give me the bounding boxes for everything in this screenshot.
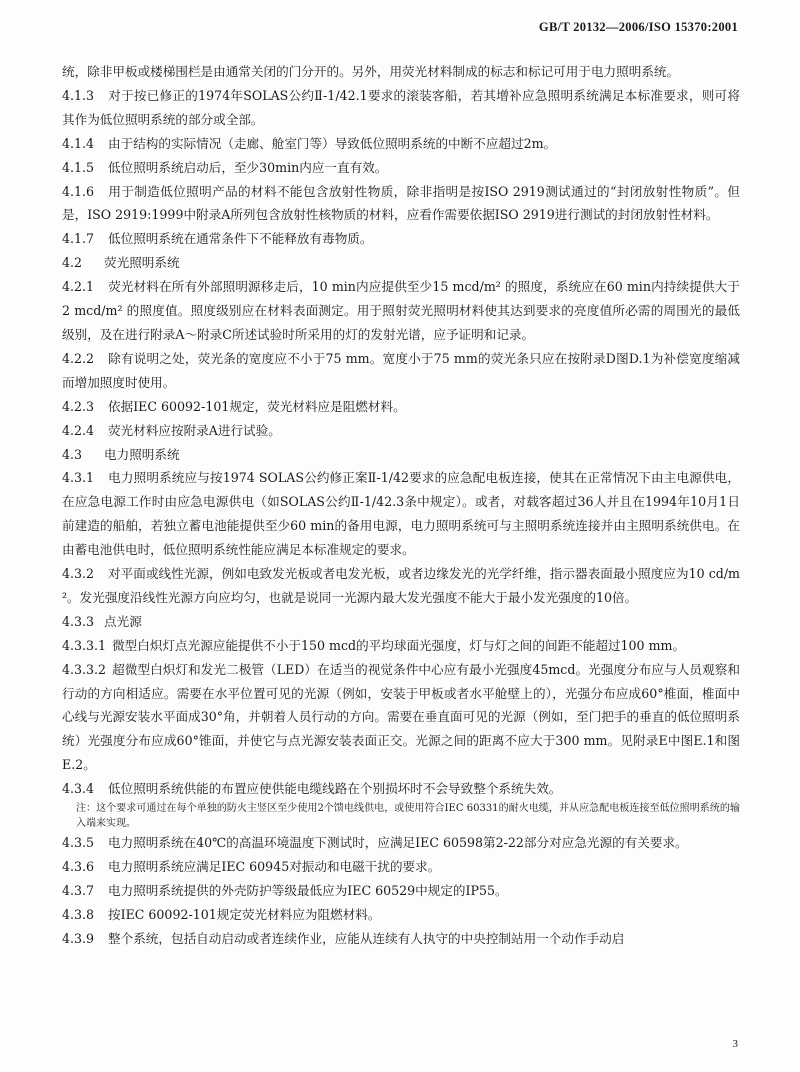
clause-number: 4.3.4 xyxy=(62,781,95,797)
clause-text: 整个系统，包括自动启动或者连续作业，应能从连续有人执守的中央控制站用一个动作手动启 xyxy=(108,930,625,946)
clause-text: 依据IEC 60092-101规定，荧光材料应是阻燃材料。 xyxy=(108,398,406,414)
clause-number: 4.3.3.1 xyxy=(62,637,107,653)
clause-paragraph xyxy=(62,395,740,419)
clause-number: 4.3.9 xyxy=(62,930,95,946)
clause-text: 荧光材料应按附录A进行试验。 xyxy=(108,422,281,438)
clause-paragraph xyxy=(62,84,740,132)
document-body xyxy=(62,60,740,951)
clause-number: 4.3.6 xyxy=(62,859,95,874)
clause-text: 按IEC 60092-101规定荧光材料应为阻燃材料。 xyxy=(108,906,381,922)
section-heading xyxy=(62,251,740,275)
clause-number: 4.2.3 xyxy=(62,398,95,414)
clause-number: 4.2.1 xyxy=(62,279,95,295)
clause-paragraph xyxy=(62,855,740,879)
clause-text: 电力照明系统在40℃的高温环境温度下测试时，应满足IEC 60598第2-22部分对应急光源的有关要求。 xyxy=(108,835,688,851)
clause-number: 4.3.7 xyxy=(62,882,95,898)
clause-number: 4.1.5 xyxy=(62,159,95,175)
clause-paragraph xyxy=(62,879,740,903)
clause-text: 荧光照明系统 xyxy=(104,255,180,271)
clause-paragraph xyxy=(62,275,740,347)
clause-paragraph xyxy=(62,831,740,855)
clause-text: 低位照明系统启动后，至少30min内应一直有效。 xyxy=(108,159,388,175)
clause-paragraph xyxy=(62,419,740,443)
clause-text: 微型白炽灯点光源应能提供不小于150 mcd的平均球面光强度，灯与灯之间的间距不能超过100 mm。 xyxy=(112,637,686,653)
clause-text: 统，除非甲板或楼梯围栏是由通常关闭的门分开的。另外，用荧光材料制成的标志和标记可用于电力照明系统。 xyxy=(62,64,680,79)
clause-text: 电力照明系统应与按1974 SOLAS公约修正案Ⅱ-1/42要求的应急配电板连接，使其在正常情况下由主电源供电，在应急电源工作时由应急电源供电（如SOLAS公约Ⅱ-1/42.3条中规定）。或者，对载客超过36人并且在1994年10月1日前建造的船舶，若独立蓄电池能提供至少60 min的备用电源，电力照明系统可与主照明系统连接并由主照明系统供电。在由蓄电池供电时，低位照明系统性能应满足本标准规定的要求。 xyxy=(62,470,740,558)
clause-paragraph xyxy=(62,777,740,801)
clause-number: 4.3.2 xyxy=(62,566,95,582)
clause-paragraph xyxy=(62,347,740,395)
clause-text: 低位照明系统供能的布置应使供能电缆线路在个别损坏时不会导致整个系统失效。 xyxy=(108,781,562,797)
clause-number: 4.3.1 xyxy=(62,470,95,486)
clause-paragraph xyxy=(62,466,740,562)
clause-text: 超微型白炽灯和发光二极管（LED）在适当的视觉条件中心应有最小光强度45mcd。光强度分布应与人员观察和行动的方向相适应。需要在水平位置可见的光源（例如，安装于甲板或者水平舱壁上的），光强分布应成60°椎面，椎面中心线与光源安装水平面成30°角，并朝着人员行动的方向。需要在垂直面可见的光源（例如，至门把手的垂直的低位照明系统）光强度分布应成60°锥面，并使它与点光源安装表面正交。光源之间的距离不应大于300 mm。见附录E中图E.1和图E.2。 xyxy=(62,661,740,773)
clause-text: 低位照明系统在通常条件下不能释放有毒物质。 xyxy=(108,231,373,247)
clause-text: 除有说明之处，荧光条的宽度应不小于75 mm。宽度小于75 mm的荧光条只应在按附录D图D.1为补偿宽度缩减而增加照度时使用。 xyxy=(62,350,740,390)
clause-paragraph xyxy=(62,227,740,251)
clause-text: 电力照明系统 xyxy=(104,446,180,462)
clause-paragraph xyxy=(62,658,740,778)
clause-text: 电力照明系统提供的外壳防护等级最低应为IEC 60529中规定的IP55。 xyxy=(108,882,508,898)
clause-paragraph xyxy=(62,132,740,156)
clause-number: 4.3.5 xyxy=(62,835,95,851)
clause-number: 4.3.3.2 xyxy=(62,661,107,677)
clause-number: 4.2.4 xyxy=(62,422,95,438)
clause-text: 电力照明系统应满足IEC 60945对振动和电磁干扰的要求。 xyxy=(108,859,441,874)
clause-text: 对平面或线性光源，例如电致发光板或者电发光板，或者边缘发光的光学纤维，指示器表面最小照度应为10 cd/m²。发光强度沿线性光源方向应均匀，也就是说同一光源内最大发光强度不能大于最小发光强度的10倍。 xyxy=(62,566,740,605)
clause-text: 注：这个要求可通过在每个单独的防火主竖区至少使用2个馈电线供电，或使用符合IEC 60331的耐火电缆，并从应急配电板连接至低位照明系统的输入端来实现。 xyxy=(76,803,740,830)
clause-text: 由于结构的实际情况（走廊、舱室门等）导致低位照明系统的中断不应超过2m。 xyxy=(108,135,557,151)
clause-paragraph xyxy=(62,927,740,951)
clause-paragraph xyxy=(62,180,740,228)
clause-text: 对于按已修正的1974年SOLAS公约Ⅱ-1/42.1要求的滚装客船，若其增补应急照明系统满足本标准要求，则可将其作为低位照明系统的部分或全部。 xyxy=(62,87,740,127)
standard-code-header: GB/T 20132—2006/ISO 15370:2001 xyxy=(538,20,738,34)
clause-number: 4.2.2 xyxy=(62,350,95,366)
clause-paragraph xyxy=(62,903,740,927)
note-paragraph xyxy=(62,801,740,831)
section-heading xyxy=(62,610,740,634)
clause-number: 4.3.3 xyxy=(62,613,95,629)
clause-text: 点光源 xyxy=(104,613,142,629)
clause-number: 4.1.3 xyxy=(62,87,95,103)
clause-number: 4.1.6 xyxy=(62,183,95,199)
clause-text: 用于制造低位照明产品的材料不能包含放射性物质，除非指明是按ISO 2919测试通过的“封闭放射性物质”。但是，ISO 2919:1999中附录A所列包含放射性核物质的材料，应看作需要依据ISO 2919进行测试的封闭放射性材料。 xyxy=(62,183,740,223)
clause-number: 4.3 xyxy=(62,446,83,462)
clause-number: 4.2 xyxy=(62,255,83,271)
clause-paragraph xyxy=(62,156,740,180)
clause-text: 荧光材料在所有外部照明源移走后，10 min内应提供至少15 mcd/m² 的照度，系统应在60 min内持续提供大于2 mcd/m² 的照度值。照度级别应在材料表面测定。用于照射荧光照明材料使其达到要求的亮度值所必需的周围光的最低级别，及在进行附录A～附录C所述试验时所采用的灯的发射光谱，应予证明和记录。 xyxy=(62,279,740,342)
clause-number: 4.1.7 xyxy=(62,231,95,247)
clause-paragraph xyxy=(62,634,740,658)
clause-paragraph xyxy=(62,60,740,84)
page-number: 3 xyxy=(732,1038,738,1050)
clause-paragraph xyxy=(62,562,740,610)
clause-number: 4.1.4 xyxy=(62,135,95,151)
section-heading xyxy=(62,443,740,467)
clause-number: 4.3.8 xyxy=(62,906,95,922)
